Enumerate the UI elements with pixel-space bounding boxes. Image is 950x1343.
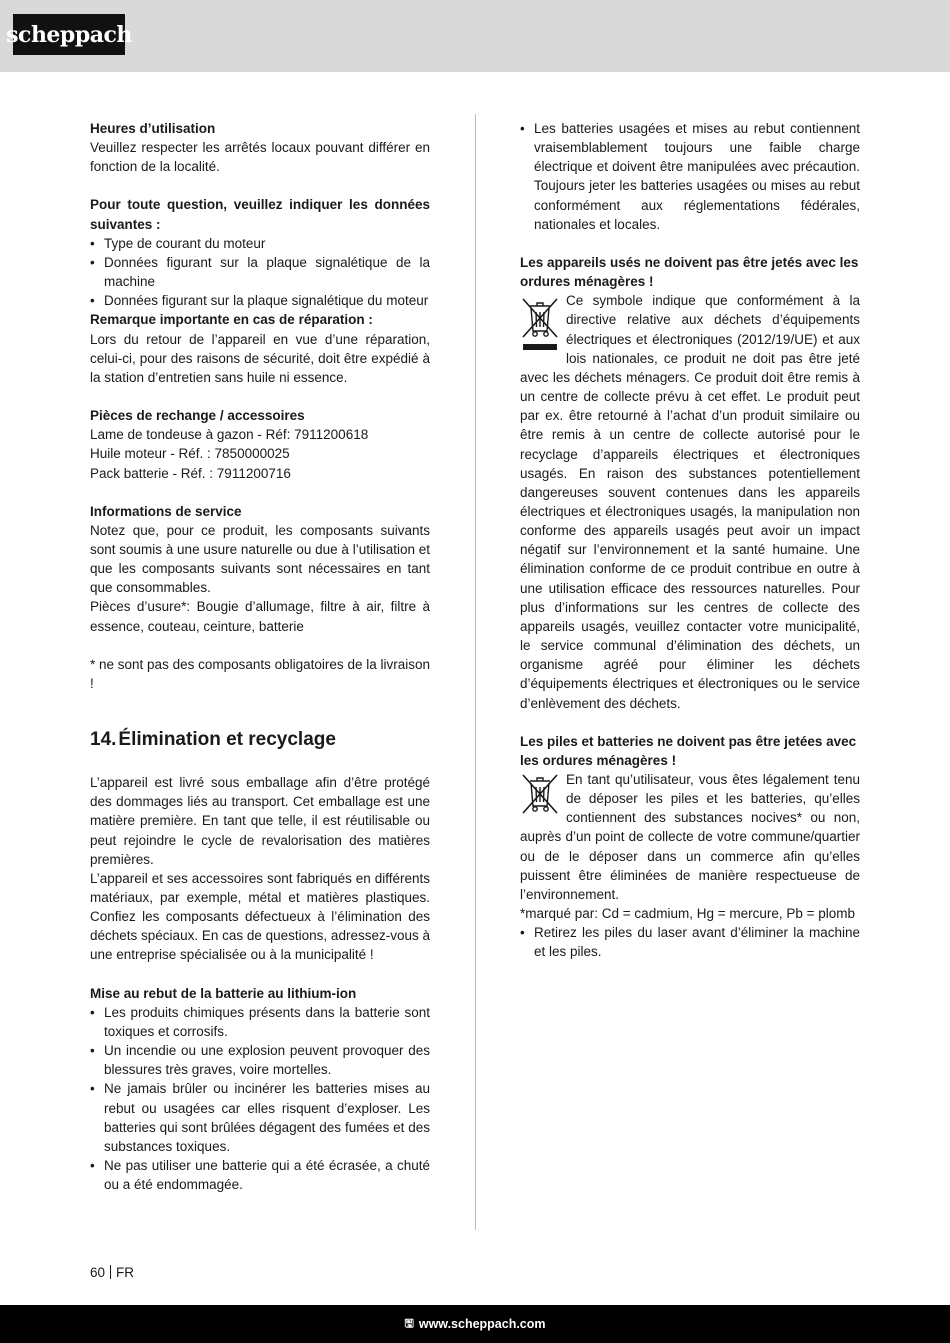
recycle-paragraph: L’appareil est livré sous emballage afin d’être protégé des dommages liés au transport. Cet emballage est une matière première. En tant que telle, il est réutilisable ou peut rejoindre le cycle de revalorisation des matières premières. [90, 775, 430, 867]
page-number: 60 [90, 1265, 106, 1280]
used-battery-list [520, 119, 860, 234]
piles-text: En tant qu’utilisateur, vous êtes légalement tenu de déposer les piles et les batteries, qu’elles contiennent des substances nocives* ou non, auprès d’un point de collecte de votre commune/quartier ou de le déposer dans un commerce afin qu’elles puissent être éliminées de manière respectueuse de l’environnement. [520, 772, 860, 902]
service-text: Notez que, pour ce produit, les composants suivants sont soumis à une usure naturelle ou due à l’utilisation et que les composants suivants sont nécessaires en tant que consommables. [90, 522, 430, 596]
header-bar [0, 0, 950, 72]
monitor-icon: 🖫 [404, 1317, 414, 1330]
battery-title: Mise au rebut de la batterie au lithium-ion [90, 985, 357, 1001]
parts-title: Pièces de rechange / accessoires [90, 408, 305, 424]
wear-parts: Pièces d’usure*: Bougie d’allumage, filtre à air, filtre à essence, couteau, ceinture, batterie [90, 599, 430, 634]
piles-list [520, 923, 860, 961]
language-code: FR [116, 1265, 135, 1280]
crossed-bin-icon [520, 294, 560, 352]
website-link[interactable]: www.scheppach.com [418, 1317, 546, 1331]
battery-list [90, 1003, 430, 1195]
question-title: Pour toute question, veuillez indiquer les données suivantes : [90, 197, 430, 232]
list-item: • Un incendie ou une explosion peuvent provoquer des blessures très graves, voire mortelles. [90, 1041, 430, 1079]
list-item: • Ne jamais brûler ou incinérer les batteries mises au rebut ou usagées car elles risquent d’exploser. Les batteries qui sont brûlées dégagent des fumées et des substances toxiques. [90, 1079, 430, 1156]
list-item: • Retirez les piles du laser avant d’éliminer la machine et les piles. [520, 923, 860, 961]
list-item: • Les produits chimiques présents dans la batterie sont toxiques et corrosifs. [90, 1003, 430, 1041]
footnote: * ne sont pas des composants obligatoires de la livraison ! [90, 656, 430, 691]
piles-block [520, 770, 860, 904]
repair-title: Remarque importante en cas de réparation : [90, 312, 373, 328]
parts-line: Pack batterie - Réf. : 7911200716 [90, 465, 291, 481]
question-list [90, 234, 430, 311]
brand-logo: scheppach [13, 14, 125, 55]
recycle-paragraph: L’appareil et ses accessoires sont fabriqués en différents matériaux, par exemple, métal et matières plastiques. Confiez les composants défectueux à l’élimination des déchets spéciaux. En cas de questions, adressez-vous à une entreprise spécialisée ou à la municipalité ! [90, 870, 430, 963]
weee-text: Ce symbole indique que conformément à la directive relative aux déchets d’équipements électriques et électroniques (2012/19/UE) et aux lois nationales, ce produit ne doit pas être jeté avec les déchets ménagers. Ce produit doit être remis à un centre de collecte prévu à cet effet. Le produit peut par ex. être retourné à l’achat d’un produit similaire ou être remis à un centre de collecte autorisé pour le recyclage d’appareils électriques et électroniques usagés. En raison des substances potentiellement dangereuses souvent contenues dans les appareils électriques et électroniques usagés, la manipulation non conforme des appareils usagés peut avoir un impact négatif sur l’environnement et la santé humaine. Une élimination conforme de ce produit contribue en outre à une utilisation efficace des ressources naturelles. Pour plus d’informations sur les centres de collecte des appareils usagés, veuillez contacter votre municipalité, le service communal d’élimination des déchets, un organisme agréé pour éliminer les déchets d’équipements électriques et électroniques ou le service d’enlèvement des déchets. [520, 293, 860, 711]
crossed-bin-icon [520, 773, 560, 815]
list-item: • Données figurant sur la plaque signalétique du moteur [90, 291, 430, 310]
weee-title: Les appareils usés ne doivent pas être jetés avec les ordures ménagères ! [520, 254, 859, 290]
column-divider [475, 114, 476, 1230]
repair-text: Lors du retour de l’appareil en vue d’une réparation, celui-ci, pour des raisons de sécurité, doit être expédié à la station d’entretien sans huile ni essence. [90, 331, 430, 385]
piles-note: *marqué par: Cd = cadmium, Hg = mercure, Pb = plomb [520, 906, 856, 922]
list-item: • Ne pas utiliser une batterie qui a été écrasée, a chuté ou a été endommagée. [90, 1156, 430, 1194]
left-column [90, 119, 430, 1194]
service-title: Informations de service [90, 503, 242, 519]
hours-text: Veuillez respecter les arrêtés locaux pouvant différer en fonction de la localité. [90, 140, 430, 175]
section-heading: 14. Élimination et recyclage [90, 729, 336, 751]
list-item: • Les batteries usagées et mises au rebut contiennent vraisemblablement toujours une faible charge électrique et doivent être manipulées avec précaution. Toujours jeter les batteries usagées ou mises au rebut conformément aux réglementations fédérales, nationales et locales. [520, 119, 860, 234]
hours-title: Heures d’utilisation [90, 121, 216, 136]
right-column [520, 119, 860, 962]
parts-line: Lame de tondeuse à gazon - Réf: 7911200618 [90, 427, 369, 443]
page-footer [90, 1265, 134, 1280]
list-item: • Type de courant du moteur [90, 234, 430, 253]
list-item: • Données figurant sur la plaque signalétique de la machine [90, 253, 430, 291]
parts-line: Huile moteur - Réf. : 7850000025 [90, 446, 290, 462]
weee-block [520, 291, 860, 712]
piles-title: Les piles et batteries ne doivent pas être jetées avec les ordures ménagères ! [520, 733, 857, 768]
bottom-bar [0, 1305, 950, 1343]
